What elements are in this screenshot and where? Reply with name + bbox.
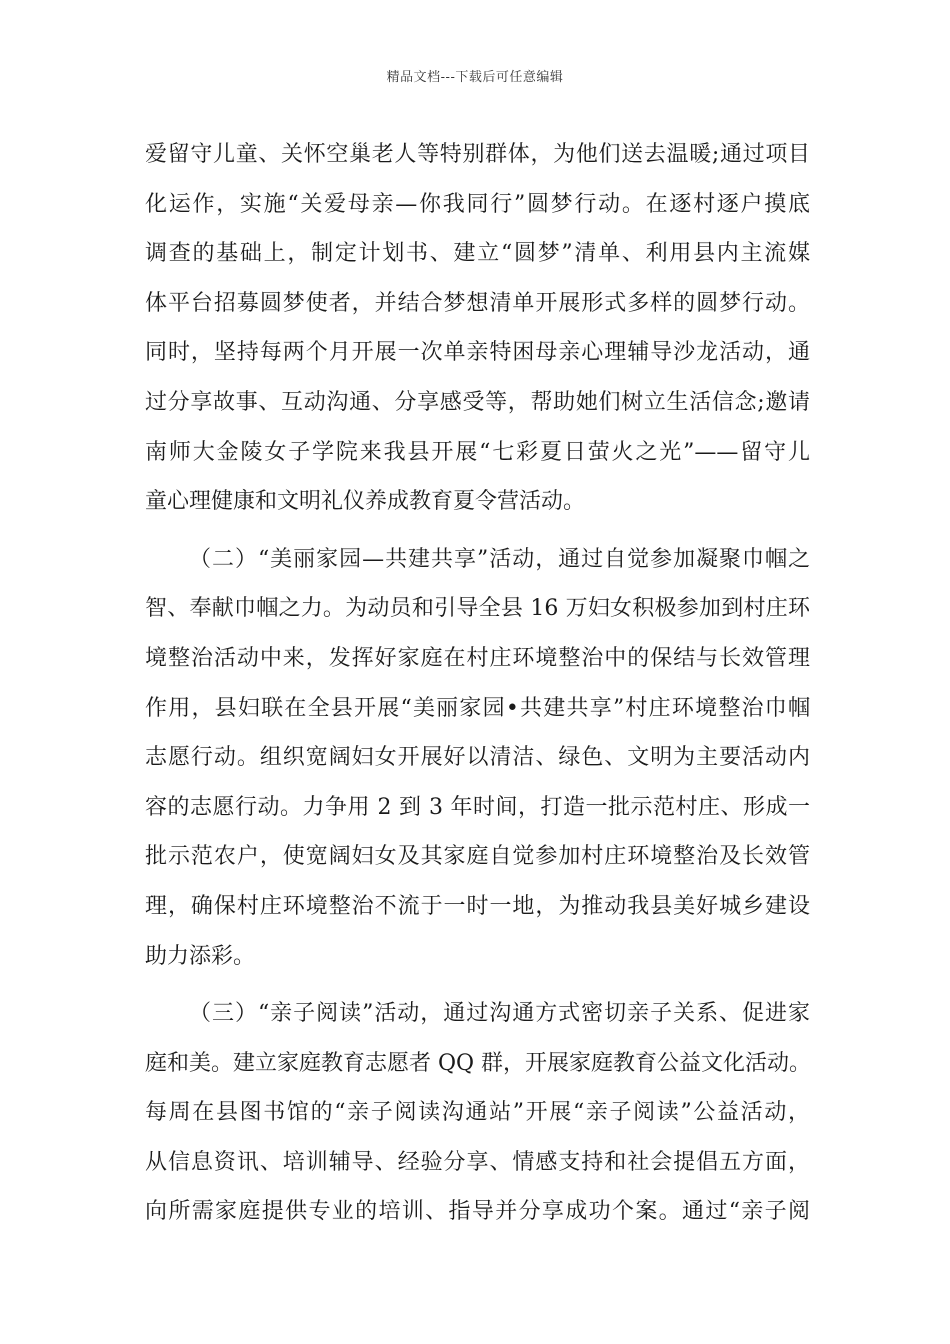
text-line: 作用，县妇联在全县开展“美丽家园•共建共享”村庄环境整治巾帼	[145, 695, 810, 721]
text-line: 助力添彩。	[145, 943, 256, 969]
text-line: （二）“美丽家园—共建共享”活动，通过自觉参加凝聚巾帼之	[189, 546, 810, 572]
text-line: 过分享故事、互动沟通、分享感受等，帮助她们树立生活信念;邀请	[145, 389, 810, 415]
text-line: 从信息资讯、培训辅导、经验分享、情感支持和社会提倡五方面，	[145, 1149, 810, 1175]
text-line: 批示范农户，使宽阔妇女及其家庭自觉参加村庄环境整治及长效管	[145, 844, 810, 870]
text-line: 容的志愿行动。力争用 2 到 3 年时间，打造一批示范村庄、形成一	[145, 794, 810, 820]
document-body	[145, 130, 810, 1237]
text-line: 同时，坚持每两个月开展一次单亲特困母亲心理辅导沙龙活动，通	[145, 340, 810, 366]
text-line: 庭和美。建立家庭教育志愿者 QQ 群，开展家庭教育公益文化活动。	[145, 1050, 812, 1076]
text-line: 志愿行动。组织宽阔妇女开展好以清洁、绿色、文明为主要活动内	[145, 745, 810, 771]
text-line: 智、奉献巾帼之力。为动员和引导全县 16 万妇女积极参加到村庄环	[145, 596, 810, 622]
text-line: 体平台招募圆梦使者，并结合梦想清单开展形式多样的圆梦行动。	[145, 290, 810, 316]
text-line: 向所需家庭提供专业的培训、指导并分享成功个案。通过“亲子阅	[145, 1199, 810, 1225]
text-line: （三）“亲子阅读”活动，通过沟通方式密切亲子关系、促进家	[189, 1001, 810, 1027]
text-line: 理，确保村庄环境整治不流于一时一地，为推动我县美好城乡建设	[145, 893, 810, 919]
text-line: 爱留守儿童、关怀空巢老人等特别群体，为他们送去温暖;通过项目	[145, 142, 810, 167]
text-line: 南师大金陵女子学院来我县开展“七彩夏日萤火之光”——留守儿	[145, 439, 810, 465]
page-header: 精品文档---下载后可任意编辑	[386, 70, 564, 85]
paragraph	[145, 989, 810, 1237]
text-line: 境整治活动中来，发挥好家庭在村庄环境整治中的保结与长效管理	[145, 645, 810, 671]
text-line: 调查的基础上，制定计划书、建立“圆梦”清单、利用县内主流媒	[145, 241, 810, 267]
text-line: 化运作，实施“关爱母亲—你我同行”圆梦行动。在逐村逐户摸底	[145, 191, 810, 217]
text-line: 童心理健康和文明礼仪养成教育夏令营活动。	[145, 489, 586, 515]
paragraph	[145, 535, 810, 981]
text-line: 每周在县图书馆的“亲子阅读沟通站”开展“亲子阅读”公益活动，	[145, 1100, 810, 1126]
paragraph	[145, 130, 810, 527]
